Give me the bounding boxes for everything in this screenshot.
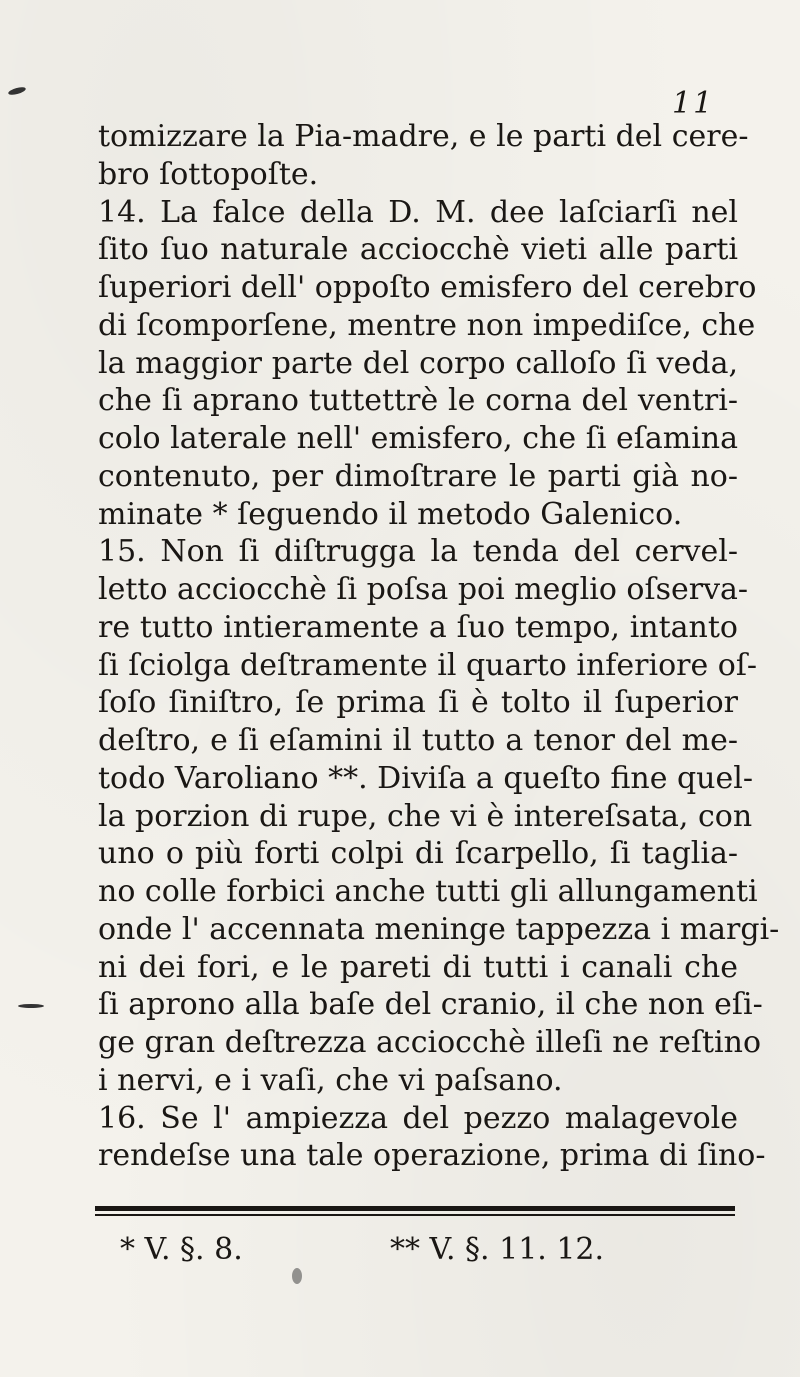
text-line: ſoſo ſiniſtro, ſe prima ſi è tolto il ſuperior bbox=[98, 685, 738, 721]
text-line: uno o più forti colpi di ſcarpello, ſi taglia- bbox=[98, 836, 738, 872]
text-line: i nervi, e i vaſi, che vi paſsano. bbox=[98, 1062, 563, 1098]
text-line: ſito ſuo naturale acciocchè vieti alle parti bbox=[98, 232, 738, 268]
text-line: no colle forbici anche tutti gli allungamenti bbox=[98, 874, 758, 909]
text-line: letto acciocchè ſi poſsa poi meglio oſserva- bbox=[98, 572, 749, 607]
text-line: minate * ſeguendo il metodo Galenico. bbox=[98, 496, 683, 532]
text-line: la maggior parte del corpo calloſo ſi veda, bbox=[98, 345, 738, 381]
text-line: 16. Se l' ampiezza del pezzo malagevole bbox=[98, 1100, 738, 1136]
text-line: 14. La falce della D. M. dee laſciarſi nel bbox=[98, 194, 738, 230]
text-line: contenuto, per dimoſtrare le parti già no- bbox=[98, 458, 738, 494]
text-line: che ſi aprano tuttettrè le corna del ventri- bbox=[98, 383, 738, 419]
text-line: re tutto intieramente a ſuo tempo, intanto bbox=[98, 609, 738, 645]
body-text bbox=[98, 118, 780, 1175]
text-line: ni dei fori, e le pareti di tutti i canali che bbox=[98, 949, 738, 985]
text-line: rendeſse una tale operazione, prima di ſino- bbox=[98, 1138, 766, 1174]
ink-speck bbox=[8, 86, 27, 96]
text-line: di ſcomporſene, mentre non impediſce, che bbox=[98, 307, 756, 343]
footnote-rule-thin bbox=[95, 1214, 735, 1216]
text-line: todo Varoliano **. Diviſa a queſto fine quel- bbox=[98, 760, 753, 796]
footnote-2: ** V. §. 11. 12. bbox=[390, 1232, 605, 1267]
text-line: ge gran deſtrezza acciocchè illeſi ne reſtino bbox=[98, 1025, 762, 1060]
text-line: bro ſottopoſte. bbox=[98, 156, 319, 192]
text-line: onde l' accennata meninge tappezza i margi- bbox=[98, 911, 780, 947]
footnotes bbox=[120, 1230, 680, 1270]
text-line: tomizzare la Pia-madre, e le parti del cere- bbox=[98, 119, 749, 154]
text-line: ſi aprono alla baſe del cranio, il che non eſi- bbox=[98, 987, 763, 1023]
ink-speck bbox=[18, 1004, 44, 1008]
footnote-1: * V. §. 8. bbox=[120, 1232, 243, 1267]
text-line: 15. Non ſi diſtrugga la tenda del cervel- bbox=[98, 534, 738, 570]
text-line: ſi ſciolga deſtramente il quarto inferiore oſ- bbox=[98, 647, 758, 683]
text-line: la porzion di rupe, che vi è intereſsata, con bbox=[98, 798, 753, 834]
text-line: ſuperiori dell' oppoſto emisfero del cerebro bbox=[98, 270, 757, 305]
page-number: 11 bbox=[672, 86, 715, 121]
footnote-rule-thick bbox=[95, 1206, 735, 1211]
text-line: deſtro, e ſi eſamini il tutto a tenor del me- bbox=[98, 723, 738, 758]
ink-speck bbox=[292, 1268, 302, 1284]
text-line: colo laterale nell' emisfero, che ſi eſamina bbox=[98, 421, 738, 456]
